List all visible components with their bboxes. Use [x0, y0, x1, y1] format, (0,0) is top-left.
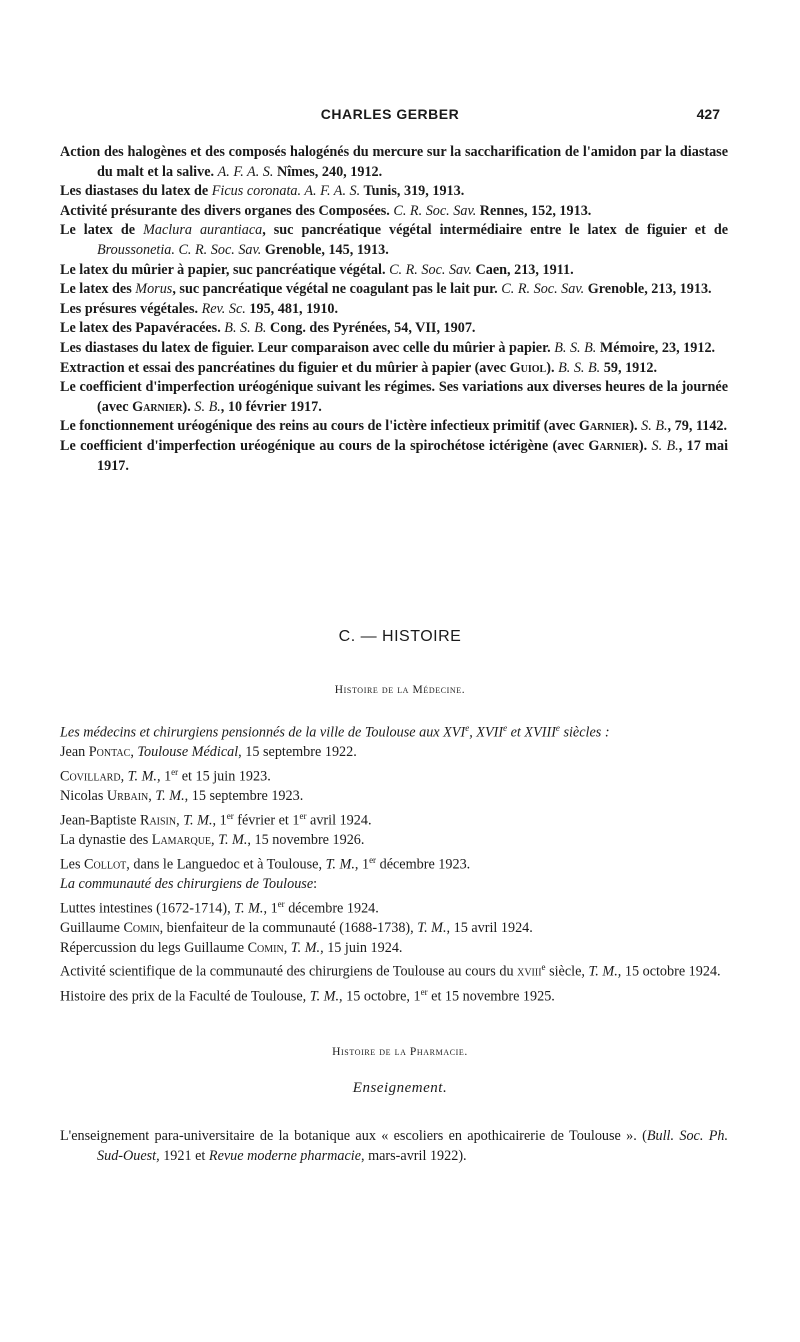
text-run: S. B. [194, 398, 221, 415]
bibliography-entry [60, 143, 728, 182]
text-run: Cong. des Pyrénées, 54, VII, 1907. [266, 320, 476, 337]
text-run: C. R. Soc. Sav. [393, 202, 477, 219]
text-run: Pontac [88, 744, 131, 761]
text-run: , bienfaiteur de la communauté (1688-1738), [159, 920, 418, 937]
medecine-entry [60, 939, 728, 959]
text-run: Urbain [106, 788, 149, 805]
text-run: Rev. Sc. [201, 300, 246, 317]
text-run: B. S. B. [224, 320, 267, 337]
medecine-intro [60, 719, 728, 743]
medecine-entry [60, 743, 728, 763]
text-run: 195, 481, 1910. [245, 300, 339, 317]
text-run: , 15 septembre 1922. [238, 744, 357, 761]
text-run: Mémoire, 23, 1912. [596, 339, 716, 356]
text-run: T. M. [234, 900, 264, 917]
text-run: ). [638, 437, 652, 454]
text-run: siècles : [559, 724, 610, 741]
text-run: , 15 octobre, 1 [339, 988, 421, 1005]
text-run: T. M. [325, 856, 355, 873]
text-run: Le latex du mûrier à papier, suc pancréatique végétal. [60, 261, 390, 278]
text-run: Rennes, 152, 1913. [476, 202, 592, 219]
text-run: Nîmes, 240, 1912. [273, 163, 383, 180]
text-run: Guiol [509, 359, 547, 376]
bibliography-entry [60, 202, 728, 222]
section-title: C. — HISTOIRE [338, 628, 462, 645]
text-run: 1921 et [159, 1148, 209, 1165]
text-run: e [555, 723, 560, 733]
text-run: Le latex des Papavéracées. [60, 320, 225, 337]
text-run: , [283, 939, 291, 956]
medecine-list [60, 719, 728, 1007]
text-run: , suc pancréatique végétal intermédiaire entre le latex de figuier et de [262, 222, 728, 239]
bibliography-entry [60, 437, 728, 476]
text-run: , suc pancréatique végétal ne coagulant pas le lait pur. [172, 281, 502, 298]
text-run: février et 1 [233, 812, 300, 829]
medecine-entry [60, 851, 728, 875]
bibliography-entry [60, 261, 728, 281]
text-run: Covillard [60, 768, 121, 785]
bibliography-entry [60, 339, 728, 359]
text-run: Guillaume [60, 920, 124, 937]
bibliography-entry [60, 280, 728, 300]
text-run: T. M. [155, 788, 185, 805]
text-run: Toulouse Médical [137, 744, 239, 761]
bibliography-entry [60, 319, 728, 339]
text-run: S. B. [641, 418, 668, 435]
medecine-entry [60, 831, 728, 851]
text-run: Les présures végétales. [60, 300, 202, 317]
text-run: er [420, 986, 428, 997]
text-run: , [211, 832, 219, 849]
text-run: Caen, 213, 1911. [471, 261, 574, 278]
text-run: C. R. Soc. Sav. [389, 261, 472, 278]
text-run: , [148, 788, 156, 805]
text-run: : [313, 876, 318, 893]
text-run: Les diastases du latex de figuier. Leur comparaison avec celle du mûrier à papier. [60, 339, 555, 356]
text-run: et 15 novembre 1925. [427, 988, 555, 1005]
text-run: et 15 juin 1923. [178, 768, 271, 785]
text-run: T. M. [218, 832, 248, 849]
text-run: , 1 [354, 856, 370, 873]
bibliography-entry [60, 300, 728, 320]
text-run: e [503, 723, 508, 733]
text-run: Activité présurante des divers organes des Composées. [60, 202, 394, 219]
text-run: Extraction et essai des pancréatines du figuier et du mûrier à papier (avec [60, 359, 510, 376]
medecine-entry [60, 895, 728, 919]
bibliography-entry [60, 221, 728, 260]
text-run: T. M. [417, 920, 447, 937]
text-run: ). [629, 418, 642, 435]
text-run: C. R. Soc. Sav. [501, 281, 585, 298]
text-run: décembre 1924. [284, 900, 379, 917]
text-run: Lamarque [151, 832, 212, 849]
text-run: , 79, 1142. [667, 418, 728, 435]
text-run: siècle, [545, 963, 589, 980]
medecine-entry [60, 875, 728, 895]
text-run: , 15 novembre 1926. [247, 832, 365, 849]
text-run: La communauté des chirurgiens de Toulouse [60, 876, 314, 893]
text-run: B. S. B. [554, 339, 597, 356]
text-run: Comin [247, 939, 284, 956]
text-run: er [299, 810, 307, 821]
medecine-entry [60, 807, 728, 831]
text-run: A. F. A. S. [217, 163, 274, 180]
text-run: Luttes intestines (1672-1714), [60, 900, 235, 917]
text-run: B. S. B. [558, 359, 601, 376]
text-run: 59, 1912. [600, 359, 657, 376]
text-run: , [176, 812, 184, 829]
text-run: T. M. [588, 963, 618, 980]
text-run: Bull. Soc. Ph. Sud-Ouest, [97, 1128, 729, 1165]
text-run: Répercussion du legs Guillaume [60, 939, 248, 956]
text-run: Le fonctionnement uréogénique des reins au cours de l'ictère infectieux primitif (avec [60, 418, 579, 435]
text-run: , 15 septembre 1923. [184, 788, 304, 805]
text-run: T. M. [127, 768, 157, 785]
text-run: Revue moderne pharmacie [208, 1148, 361, 1165]
text-run: , 1 [212, 812, 227, 829]
text-run: Grenoble, 145, 1913. [261, 241, 389, 258]
bibliography-list [60, 143, 728, 476]
text-run: Les médecins et chirurgiens pensionnés de la ville de Toulouse aux XVI [60, 724, 466, 741]
medecine-entry [60, 763, 728, 787]
bibliography-entry [60, 182, 728, 202]
text-run: Garnier [132, 398, 183, 415]
text-run: Ficus coronata. A. F. A. S. [211, 183, 361, 200]
text-run: T. M. [183, 812, 213, 829]
page-number: 427 [696, 106, 720, 122]
text-run: , 15 avril 1924. [446, 920, 533, 937]
text-run: La dynastie des [60, 832, 152, 849]
medecine-entry [60, 919, 728, 939]
text-run: Action des halogènes et des composés halogénés du mercure sur la saccharification de l'amidon par la diastase du malt et la salive. [60, 144, 728, 180]
text-run: Collot [84, 856, 127, 873]
bibliography-entry [60, 417, 728, 437]
subheading-medecine: Histoire de la Médecine. [334, 684, 466, 696]
text-run: er [171, 766, 179, 777]
text-run: Morus [135, 281, 173, 298]
text-run: Les [60, 856, 85, 873]
text-run: Grenoble, 213, 1913. [584, 281, 712, 298]
text-run: avril 1924. [306, 812, 372, 829]
text-run: , dans le Languedoc et à Toulouse, [126, 856, 326, 873]
text-run: Tunis, 319, 1913. [360, 183, 465, 200]
text-run: , 15 juin 1924. [320, 939, 403, 956]
text-run: e [541, 962, 546, 973]
text-run: , 15 octobre 1924. [617, 963, 721, 980]
text-run: Le latex des [60, 281, 136, 298]
bibliography-entry [60, 359, 728, 379]
subheading-pharmacie: Histoire de la Pharmacie. [332, 1046, 468, 1058]
text-run: , 10 février 1917. [220, 398, 322, 415]
text-run: Le latex de [60, 222, 144, 239]
running-header [60, 106, 720, 128]
medecine-entry [60, 787, 728, 807]
text-run: , 1 [263, 900, 278, 917]
text-run: , mars-avril 1922). [361, 1148, 467, 1165]
text-run: Nicolas [60, 788, 107, 805]
text-run: , [130, 744, 138, 761]
text-run: , XVII [469, 724, 504, 741]
text-run: er [226, 810, 234, 821]
medecine-entry [60, 958, 728, 982]
text-run: , [120, 768, 128, 785]
text-run: T. M. [309, 988, 340, 1005]
text-run: Histoire des prix de la Faculté de Toulouse, [60, 988, 310, 1005]
subheading-enseignement: Enseignement. [352, 1080, 448, 1096]
text-run: L'enseignement para-universitaire de la botanique aux « escoliers en apothicairerie de Toulouse ». ( [60, 1128, 647, 1145]
text-run: décembre 1923. [376, 856, 471, 873]
text-run: Le coefficient d'imperfection uréogénique suivant les régimes. Ses variations aux diverses heures de la journée (avec [60, 379, 728, 415]
text-run: ). [182, 398, 195, 415]
text-run: Raisin [139, 812, 177, 829]
text-run: T. M. [290, 939, 321, 956]
text-run: Activité scientifique de la communauté des chirurgiens de Toulouse au cours du [60, 963, 518, 980]
text-run: S. B. [651, 437, 679, 454]
text-run: e [465, 723, 470, 733]
text-run: Jean-Baptiste [60, 812, 140, 829]
text-run: Comin [123, 920, 160, 937]
text-run: Garnier [578, 418, 630, 435]
text-run: Jean [60, 744, 89, 761]
text-run: ). [546, 359, 559, 376]
text-run: er [277, 898, 285, 909]
text-run: Garnier [588, 437, 639, 454]
text-run: Maclura aurantiaca [143, 222, 263, 239]
text-run: Les diastases du latex de [60, 183, 212, 200]
text-run: et XVIII [507, 724, 556, 741]
pharmacie-entry [60, 1126, 728, 1166]
text-run: er [369, 854, 377, 865]
text-run: Broussonetia. C. R. Soc. Sav. [97, 241, 262, 258]
medecine-entry [60, 983, 728, 1007]
running-header-author: CHARLES GERBER [320, 106, 460, 122]
bibliography-entry [60, 378, 728, 417]
text-run: , 17 mai 1917. [97, 437, 729, 474]
text-run: xviii [517, 963, 542, 980]
text-run: , 1 [156, 768, 172, 785]
text-run: Le coefficient d'imperfection uréogénique au cours de la spirochétose ictérigène (avec [60, 437, 589, 454]
